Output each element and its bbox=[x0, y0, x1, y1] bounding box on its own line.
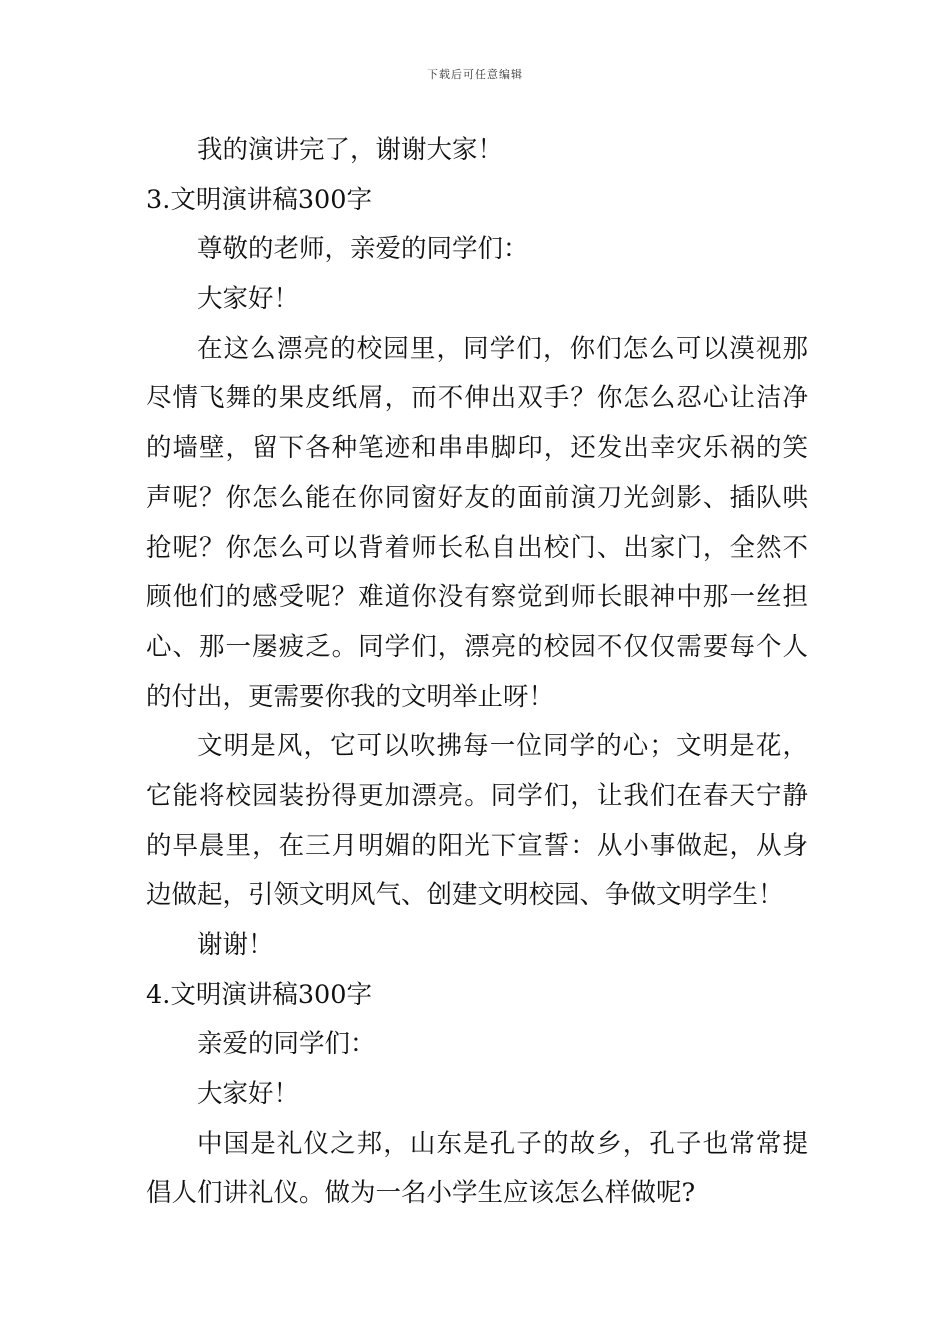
paragraph-line: 声呢？你怎么能在你同窗好友的面前演刀光剑影、插队哄 bbox=[146, 482, 808, 513]
thanks-line: 谢谢！ bbox=[197, 930, 274, 960]
document-body bbox=[146, 126, 808, 1219]
paragraph-line: 的早晨里，在三月明媚的阳光下宣誓：从小事做起，从身 bbox=[146, 830, 808, 861]
paragraph-line: 倡人们讲礼仪。做为一名小学生应该怎么样做呢? bbox=[146, 1178, 696, 1209]
paragraph-line: 心、那一屡疲乏。同学们，漂亮的校园不仅仅需要每个人 bbox=[146, 631, 808, 662]
closing-line: 我的演讲完了，谢谢大家！ bbox=[197, 135, 504, 165]
paragraph-line: 边做起，引领文明风气、创建文明校园、争做文明学生！ bbox=[146, 880, 784, 911]
paragraph-line: 中国是礼仪之邦，山东是孔子的故乡，孔子也常常提 bbox=[197, 1128, 808, 1159]
paragraph-line: 尽情飞舞的果皮纸屑，而不伸出双手？你怎么忍心让洁净 bbox=[146, 383, 808, 414]
paragraph-line: 它能将校园装扮得更加漂亮。同学们，让我们在春天宁静 bbox=[146, 780, 808, 811]
paragraph-line: 抢呢？你怎么可以背着师长私自出校门、出家门，全然不 bbox=[146, 532, 808, 563]
section-heading-3: 3.文明演讲稿300字 bbox=[146, 184, 373, 215]
section-heading-4: 4.文明演讲稿300字 bbox=[146, 979, 373, 1010]
paragraph-line: 在这么漂亮的校园里，同学们，你们怎么可以漠视那 bbox=[197, 333, 808, 364]
paragraph-line: 的墙壁，留下各种笔迹和串串脚印，还发出幸灾乐祸的笑 bbox=[146, 433, 808, 464]
paragraph-line: 的付出，更需要你我的文明举止呀！ bbox=[146, 681, 555, 712]
salutation: 亲爱的同学们： bbox=[197, 1029, 376, 1060]
greeting: 大家好！ bbox=[197, 284, 300, 315]
paragraph-line: 顾他们的感受呢？难道你没有察觉到师长眼神中那一丝担 bbox=[146, 582, 808, 613]
page-header-note: 下载后可任意编辑 bbox=[427, 68, 523, 81]
greeting: 大家好！ bbox=[197, 1079, 300, 1110]
salutation: 尊敬的老师，亲爱的同学们： bbox=[197, 234, 529, 265]
paragraph-line: 文明是风，它可以吹拂每一位同学的心；文明是花， bbox=[197, 731, 808, 762]
